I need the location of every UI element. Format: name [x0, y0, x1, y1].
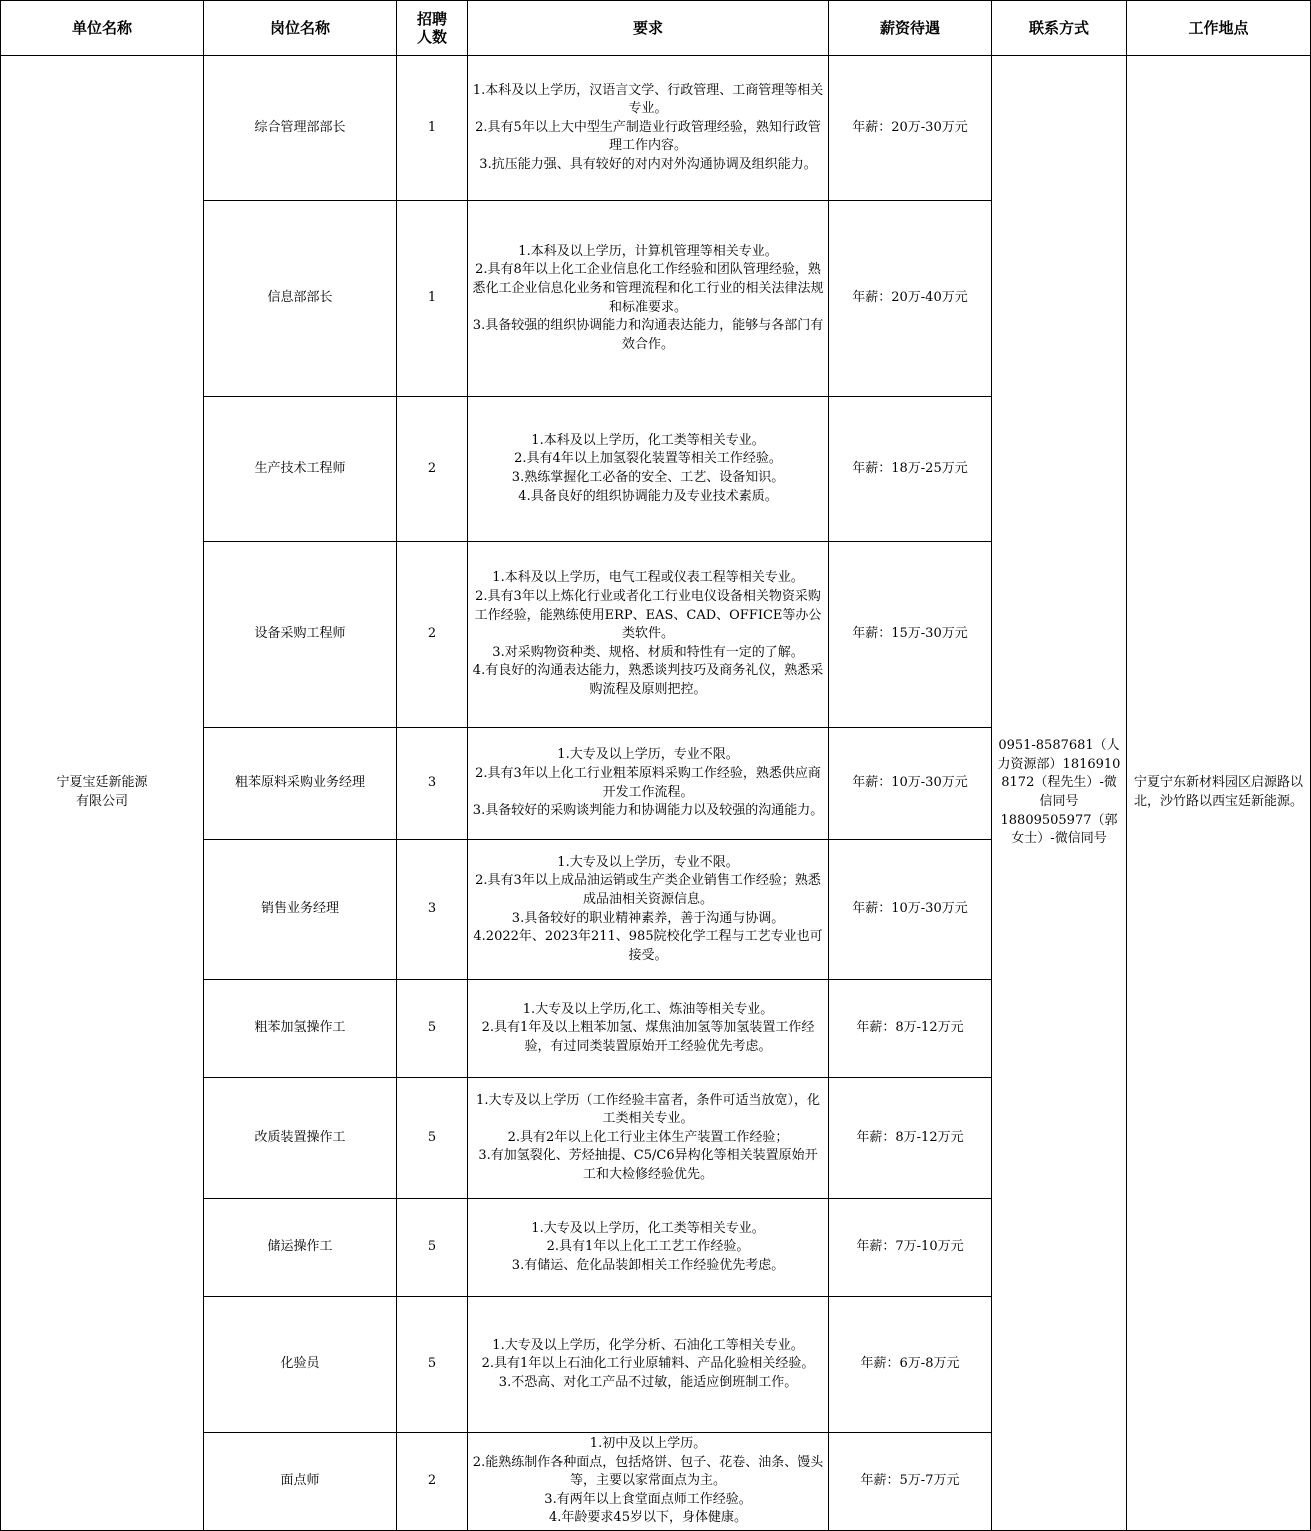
contact-cell: 0951-8587681（人力资源部）18169108172（程先生）-微信同号 18809505977（郭女士）-微信同号 [992, 56, 1127, 1531]
location-header: 工作地点 [1127, 1, 1311, 56]
salary-cell: 年薪：18万-25万元 [829, 397, 992, 542]
requirements-header: 要求 [468, 1, 829, 56]
position-cell: 信息部部长 [204, 201, 397, 397]
headcount-cell: 5 [397, 1078, 468, 1199]
requirements-cell: 1.本科及以上学历，计算机管理等相关专业。 2.具有8年以上化工企业信息化工作经验和团队管理经验，熟悉化工企业信息化业务和管理流程和化工行业的相关法律法规和标准要求。 3.具备较强的组织协调能力和沟通表达能力，能够与各部门有效合作。 [468, 201, 829, 397]
headcount-header: 招聘 人数 [397, 1, 468, 56]
headcount-cell: 3 [397, 840, 468, 980]
headcount-cell: 1 [397, 201, 468, 397]
requirements-cell: 1.大专及以上学历，化学分析、石油化工等相关专业。 2.具有1年以上石油化工行业原辅料、产品化验相关经验。 3.不恐高、对化工产品不过敏，能适应倒班制工作。 [468, 1297, 829, 1433]
headcount-cell: 2 [397, 542, 468, 728]
salary-header: 薪资待遇 [829, 1, 992, 56]
company-name-cell: 宁夏宝廷新能源 有限公司 [1, 56, 204, 1531]
salary-cell: 年薪：10万-30万元 [829, 728, 992, 840]
requirements-cell: 1.大专及以上学历,化工、炼油等相关专业。 2.具有1年及以上粗苯加氢、煤焦油加氢等加氢装置工作经验，有过同类装置原始开工经验优先考虑。 [468, 980, 829, 1078]
salary-cell: 年薪：7万-10万元 [829, 1199, 992, 1297]
salary-cell: 年薪：8万-12万元 [829, 980, 992, 1078]
headcount-cell: 2 [397, 397, 468, 542]
headcount-cell: 1 [397, 56, 468, 201]
contact-header: 联系方式 [992, 1, 1127, 56]
requirements-cell: 1.大专及以上学历（工作经验丰富者，条件可适当放宽），化工类相关专业。 2.具有2年以上化工行业主体生产装置工作经验； 3.有加氢裂化、芳烃抽提、C5/C6异构化等相关装置原始开工和大检修经验优先。 [468, 1078, 829, 1199]
salary-cell: 年薪：8万-12万元 [829, 1078, 992, 1199]
position-cell: 销售业务经理 [204, 840, 397, 980]
salary-cell: 年薪：20万-40万元 [829, 201, 992, 397]
position-header: 岗位名称 [204, 1, 397, 56]
salary-cell: 年薪：6万-8万元 [829, 1297, 992, 1433]
position-cell: 设备采购工程师 [204, 542, 397, 728]
salary-cell: 年薪：20万-30万元 [829, 56, 992, 201]
headcount-cell: 5 [397, 1199, 468, 1297]
company-header: 单位名称 [1, 1, 204, 56]
requirements-cell: 1.大专及以上学历，专业不限。 2.具有3年以上成品油运销或生产类企业销售工作经验；熟悉成品油相关资源信息。 3.具备较好的职业精神素养，善于沟通与协调。 4.2022年、2023年211、985院校化学工程与工艺专业也可接受。 [468, 840, 829, 980]
position-cell: 生产技术工程师 [204, 397, 397, 542]
header-row [1, 1, 1311, 56]
requirements-cell: 1.本科及以上学历，电气工程或仪表工程等相关专业。 2.具有3年以上炼化行业或者化工行业电仪设备相关物资采购工作经验，能熟练使用ERP、EAS、CAD、OFFICE等办公类软件。 3.对采购物资种类、规格、材质和特性有一定的了解。 4.有良好的沟通表达能力，熟悉谈判技巧及商务礼仪，熟悉采购流程及原则把控。 [468, 542, 829, 728]
salary-cell: 年薪：10万-30万元 [829, 840, 992, 980]
headcount-cell: 5 [397, 980, 468, 1078]
position-cell: 综合管理部部长 [204, 56, 397, 201]
requirements-cell: 1.本科及以上学历，汉语言文学、行政管理、工商管理等相关专业。 2.具有5年以上大中型生产制造业行政管理经验，熟知行政管理工作内容。 3.抗压能力强、具有较好的对内对外沟通协调及组织能力。 [468, 56, 829, 201]
salary-cell: 年薪：15万-30万元 [829, 542, 992, 728]
requirements-cell: 1.大专及以上学历，化工类等相关专业。 2.具有1年以上化工工艺工作经验。 3.有储运、危化品装卸相关工作经验优先考虑。 [468, 1199, 829, 1297]
headcount-cell: 3 [397, 728, 468, 840]
requirements-cell: 1.初中及以上学历。 2.能熟练制作各种面点，包括烙饼、包子、花卷、油条、馒头等，主要以家常面点为主。 3.有两年以上食堂面点师工作经验。 4.年龄要求45岁以下，身体健康。 [468, 1433, 829, 1531]
position-cell: 储运操作工 [204, 1199, 397, 1297]
requirements-cell: 1.大专及以上学历，专业不限。 2.具有3年以上化工行业粗苯原料采购工作经验，熟悉供应商开发工作流程。 3.具备较好的采购谈判能力和协调能力以及较强的沟通能力。 [468, 728, 829, 840]
position-cell: 面点师 [204, 1433, 397, 1531]
requirements-cell: 1.本科及以上学历，化工类等相关专业。 2.具有4年以上加氢裂化装置等相关工作经验。 3.熟练掌握化工必备的安全、工艺、设备知识。 4.具备良好的组织协调能力及专业技术素质。 [468, 397, 829, 542]
position-cell: 粗苯原料采购业务经理 [204, 728, 397, 840]
position-cell: 化验员 [204, 1297, 397, 1433]
headcount-cell: 2 [397, 1433, 468, 1531]
table-row [1, 56, 1311, 201]
position-cell: 改质装置操作工 [204, 1078, 397, 1199]
location-cell: 宁夏宁东新材料园区启源路以北，沙竹路以西宝廷新能源。 [1127, 56, 1311, 1531]
position-cell: 粗苯加氢操作工 [204, 980, 397, 1078]
salary-cell: 年薪：5万-7万元 [829, 1433, 992, 1531]
headcount-cell: 5 [397, 1297, 468, 1433]
